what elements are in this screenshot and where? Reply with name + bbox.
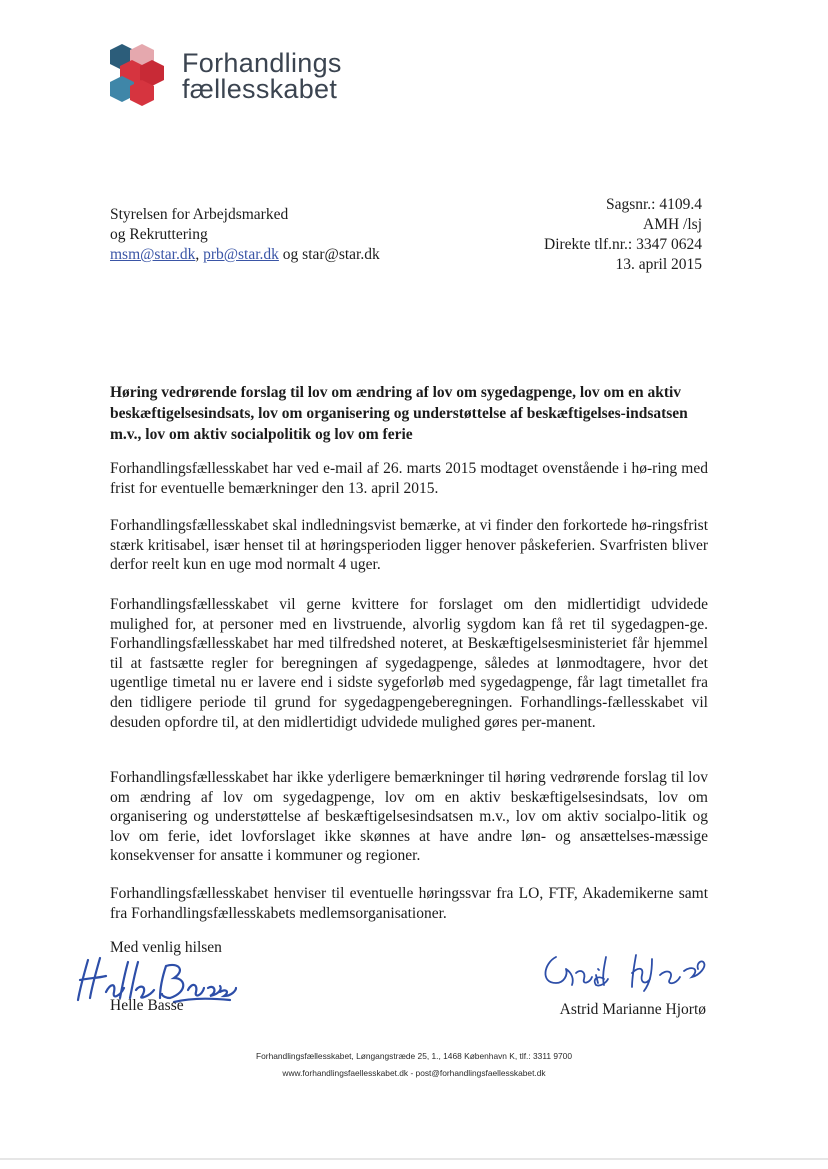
- recipient-name-cont: og Rekruttering: [110, 226, 208, 243]
- letter-date: 13. april 2015: [615, 256, 702, 273]
- signer-name-2: Astrid Marianne Hjortø: [559, 1001, 706, 1018]
- paragraph-3: Forhandlingsfællesskabet vil gerne kvittere for forslaget om den midlertidigt udvidede mulighed for, at personer med en livstruende, alvorlig sygdom kan få ret til sygedagpen-ge. Forhandlingsfællesskabet har med tilfredshed noteret, at Beskæftigelsesministeriet får hjemmel til at fastsætte regler for beregningen af sygedagpenge, således at lønmodtagere, hvor det ugentlige timetal nu er lavere end i sidste sygeforløb med sygedagpenge, får lagt timetallet fra den tidligere periode til grund for sygedagpengeberegningen. Forhandlings-fællesskabet vil desuden opfordre til, at den midlertidigt udvidede mulighed gøres per-manent.: [110, 596, 708, 731]
- recipient-name: Styrelsen for Arbejdsmarked: [110, 206, 289, 223]
- paragraph-1: Forhandlingsfællesskabet har ved e-mail af 26. marts 2015 modtaget ovenstående i hø-ring med frist for eventuelle bemærkninger den 13. april 2015.: [110, 460, 708, 497]
- signer-name-1: Helle Basse: [110, 997, 184, 1014]
- organization-logo: [108, 40, 368, 120]
- email-rest: og star@star.dk: [278, 246, 380, 263]
- letter-subject: Høring vedrørende forslag til lov om ændring af lov om sygedagpenge, lov om en aktiv beskæftigelsesindsats, lov om organisering og understøttelse af beskæftigelses-indsatsen m.v., lov om aktiv socialpolitik og lov om ferie: [110, 384, 688, 443]
- email-link-msm[interactable]: msm@star.dk: [110, 246, 196, 263]
- logo-text-line2: fællesskabet: [182, 74, 338, 104]
- footer-address: Forhandlingsfællesskabet, Løngangstræde 25, 1., 1468 København K, tlf.: 3311 9700: [256, 1051, 572, 1061]
- email-separator: ,: [195, 246, 204, 263]
- paragraph-4: Forhandlingsfællesskabet har ikke yderligere bemærkninger til høring vedrørende forslag til lov om ændring af lov om sygedagpenge, lov om en aktiv beskæftigelsesindsats, lov om organisering og understøttelse af beskæftigelsesindsatsen m.v., lov om aktiv socialpo-litik og lov om ferie, idet lovforslaget ikke skønnes at have andre løn- og ansættelses-mæssige konsekvenser for ansatte i kommuner og regioner.: [110, 769, 708, 865]
- logo-hexagon-mark: [108, 40, 172, 112]
- handwritten-signature-2: [536, 945, 726, 995]
- logo-text-line1: Forhandlings: [182, 48, 342, 78]
- closing-greeting: Med venlig hilsen: [110, 939, 222, 956]
- paragraph-5: Forhandlingsfællesskabet henviser til eventuelle høringssvar fra LO, FTF, Akademikerne samt fra Forhandlingsfællesskabets medlemsorganisationer.: [110, 885, 708, 922]
- email-link-prb[interactable]: prb@star.dk: [203, 246, 279, 263]
- case-number: Sagsnr.: 4109.4: [605, 196, 702, 213]
- paragraph-2: Forhandlingsfællesskabet skal indledningsvist bemærke, at vi finder den forkortede hø-ringsfrist stærk kritisabel, især henset til at høringsperioden ligger henover påskeferien. Svarfristen bliver derfor reelt kun en uge mod normalt 4 uger.: [110, 517, 708, 574]
- recipient-block: [110, 205, 490, 265]
- recipient-emails: [110, 245, 490, 265]
- footer-web-email: www.forhandlingsfaellesskabet.dk - post@forhandlingsfaellesskabet.dk: [282, 1068, 546, 1078]
- page-bottom-edge: [0, 1158, 828, 1160]
- direct-phone: Direkte tlf.nr.: 3347 0624: [544, 236, 702, 253]
- initials: AMH /lsj: [643, 216, 702, 233]
- letter-meta: [544, 195, 702, 275]
